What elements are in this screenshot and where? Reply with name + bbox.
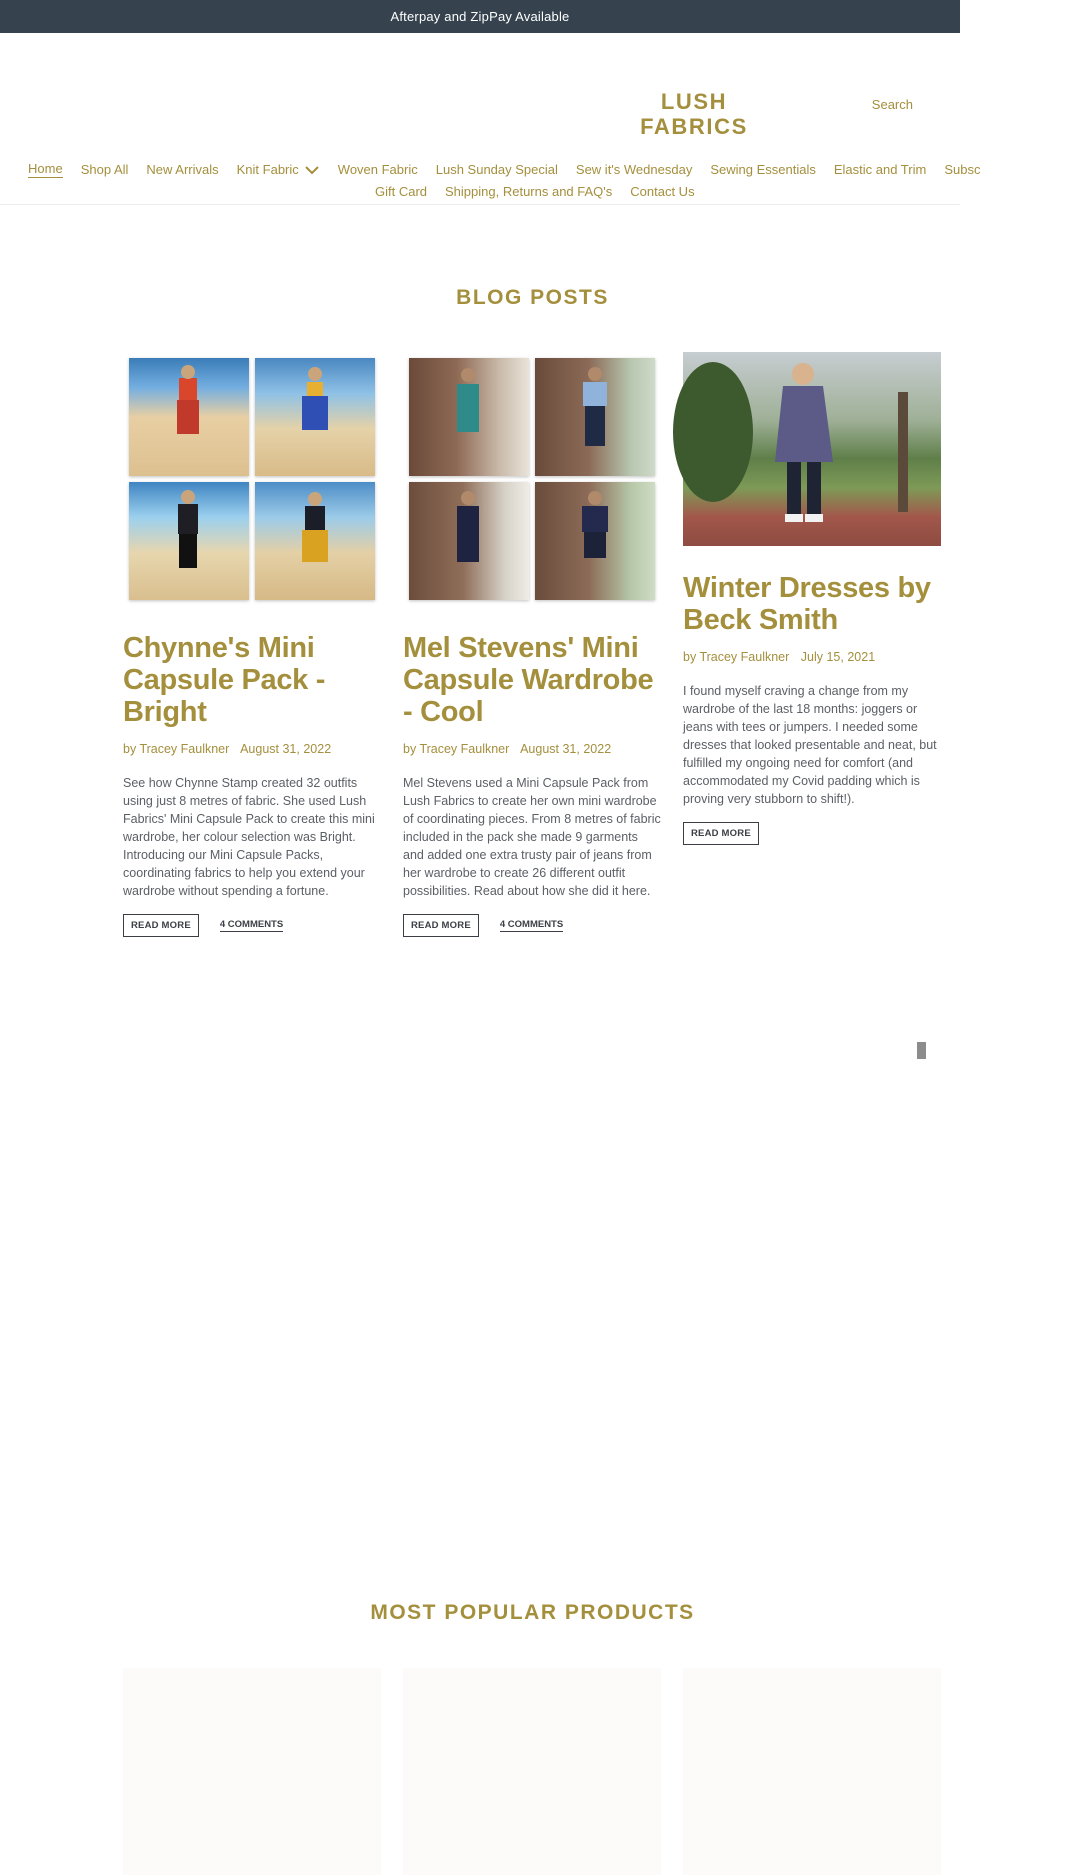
chevron-down-icon[interactable] bbox=[304, 164, 320, 176]
post-title[interactable]: Chynne's Mini Capsule Pack - Bright bbox=[123, 632, 326, 728]
post-date: August 31, 2022 bbox=[520, 742, 612, 756]
post-date: July 15, 2021 bbox=[800, 650, 876, 664]
photo-tile bbox=[129, 482, 249, 600]
blog-post-card bbox=[403, 352, 661, 937]
post-author: by Tracey Faulkner bbox=[683, 650, 790, 664]
post-excerpt: I found myself craving a change from my wardrobe of the last 18 months: joggers or jeans with tees or jumpers. I needed some dresses that looked presentable and neat, but fulfilled my ongoing need for comfort (and accommodated my Covid padding which is proving very stubborn to shift!). bbox=[683, 684, 937, 806]
photo-tile bbox=[409, 482, 529, 600]
logo-line-1: LUSH bbox=[660, 89, 728, 114]
read-more-button[interactable]: READ MORE bbox=[683, 822, 759, 845]
blog-post-card bbox=[123, 352, 381, 937]
search-link[interactable]: Search bbox=[871, 97, 913, 112]
post-image[interactable] bbox=[683, 352, 941, 546]
post-image-collage[interactable] bbox=[123, 352, 381, 606]
photo-tile bbox=[535, 358, 655, 476]
blog-post-card bbox=[683, 352, 941, 845]
read-more-button[interactable]: READ MORE bbox=[123, 914, 199, 937]
nav-row-1 bbox=[0, 161, 1000, 178]
post-title[interactable]: Winter Dresses by Beck Smith bbox=[683, 572, 931, 636]
post-author: by Tracey Faulkner bbox=[403, 742, 510, 756]
nav-item-gift-card[interactable]: Gift Card bbox=[375, 184, 428, 199]
announcement-bar bbox=[0, 0, 960, 33]
product-card[interactable] bbox=[403, 1668, 661, 1875]
post-meta bbox=[403, 742, 661, 756]
photo-tile bbox=[535, 482, 655, 600]
post-excerpt: Mel Stevens used a Mini Capsule Pack from Lush Fabrics to create her own mini wardrobe of coordinating pieces. From 8 metres of fabric included in the pack she made 9 garments and added one extra trusty pair of jeans from her wardrobe to create 26 different outfit possibilities. Read about how she did it here. bbox=[403, 776, 661, 898]
post-excerpt: See how Chynne Stamp created 32 outfits using just 8 metres of fabric. She used Lush Fabrics' Mini Capsule Pack to create this mini wardrobe, her colour selection was Bright. Introducing our Mini Capsule Packs, coordinating fabrics to help you extend your wardrobe without spending a fortune. bbox=[123, 776, 375, 898]
site-header bbox=[0, 33, 981, 205]
nav-item-home[interactable]: Home bbox=[28, 161, 63, 176]
post-actions bbox=[123, 914, 381, 937]
post-meta bbox=[683, 650, 941, 664]
comments-link[interactable]: 4 COMMENTS bbox=[219, 919, 284, 930]
announcement-text: Afterpay and ZipPay Available bbox=[390, 9, 570, 24]
nav-item-elastic-and-trim[interactable]: Elastic and Trim bbox=[833, 162, 927, 177]
nav-item-sewing-essentials[interactable]: Sewing Essentials bbox=[710, 162, 816, 177]
post-actions bbox=[683, 822, 941, 845]
nav-item-knit-fabric-label: Knit Fabric bbox=[236, 162, 299, 177]
nav-item-sew-its-wednesday[interactable]: Sew it's Wednesday bbox=[575, 162, 693, 177]
logo-line-2: FABRICS bbox=[640, 114, 748, 139]
nav-row-2 bbox=[0, 184, 1000, 199]
photo-tile bbox=[129, 358, 249, 476]
post-date: August 31, 2022 bbox=[240, 742, 332, 756]
site-logo[interactable] bbox=[620, 89, 768, 139]
nav-item-shipping-returns-faqs[interactable]: Shipping, Returns and FAQ's bbox=[445, 184, 613, 199]
photo-scene bbox=[683, 352, 941, 546]
nav-item-knit-fabric[interactable] bbox=[237, 162, 320, 177]
read-more-button[interactable]: READ MORE bbox=[403, 914, 479, 937]
photo-tile bbox=[255, 482, 375, 600]
nav-item-new-arrivals[interactable]: New Arrivals bbox=[146, 162, 219, 177]
nav-item-shop-all[interactable]: Shop All bbox=[80, 162, 129, 177]
product-card[interactable] bbox=[683, 1668, 941, 1875]
scroll-indicator[interactable] bbox=[917, 1042, 926, 1059]
nav-item-lush-sunday-special[interactable]: Lush Sunday Special bbox=[435, 162, 558, 177]
blog-section-title: BLOG POSTS bbox=[456, 286, 609, 309]
nav-item-woven-fabric[interactable]: Woven Fabric bbox=[337, 162, 418, 177]
post-actions bbox=[403, 914, 661, 937]
post-author: by Tracey Faulkner bbox=[123, 742, 230, 756]
photo-tile bbox=[409, 358, 529, 476]
post-meta bbox=[123, 742, 381, 756]
popular-products-title: MOST POPULAR PRODUCTS bbox=[370, 1601, 695, 1624]
comments-link[interactable]: 4 COMMENTS bbox=[499, 919, 564, 930]
post-title[interactable]: Mel Stevens' Mini Capsule Wardrobe - Cool bbox=[403, 632, 654, 728]
product-card[interactable] bbox=[123, 1668, 381, 1875]
post-image-collage[interactable] bbox=[403, 352, 661, 606]
nav-item-contact-us[interactable]: Contact Us bbox=[630, 184, 695, 199]
photo-tile bbox=[255, 358, 375, 476]
main-nav bbox=[0, 161, 1000, 199]
nav-item-subscription[interactable]: Subsc bbox=[944, 162, 981, 177]
